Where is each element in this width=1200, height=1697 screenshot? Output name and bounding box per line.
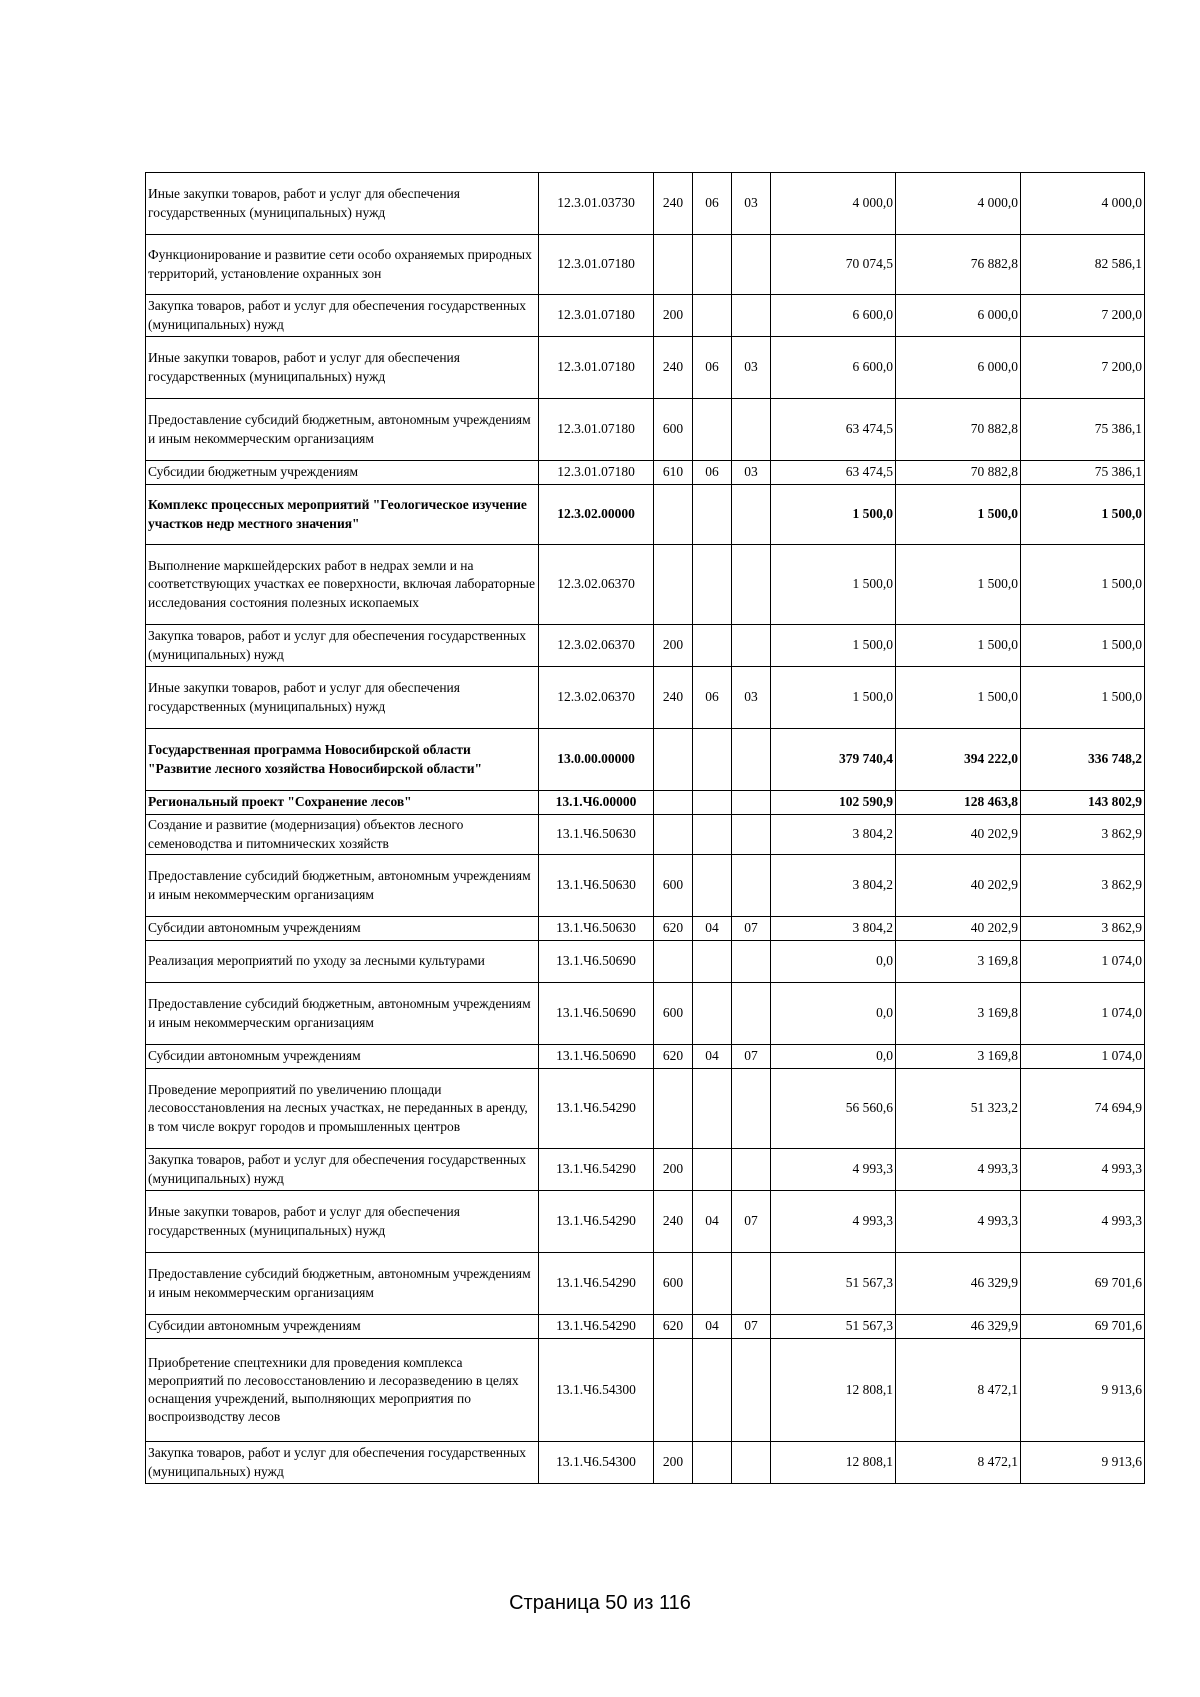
table-row	[146, 173, 1145, 235]
cell-description: Иные закупки товаров, работ и услуг для обеспечения государственных (муниципальных) нужд	[146, 337, 539, 399]
table-row	[146, 461, 1145, 485]
table-row	[146, 667, 1145, 729]
cell-section: 04	[693, 917, 732, 941]
cell-target-article: 13.1.Ч6.54290	[539, 1191, 654, 1253]
cell-section: 04	[693, 1315, 732, 1339]
cell-section	[693, 1339, 732, 1442]
cell-target-article: 12.3.01.07180	[539, 399, 654, 461]
cell-expense-type: 200	[654, 625, 693, 667]
cell-amount-year-2: 6 000,0	[896, 295, 1021, 337]
cell-expense-type	[654, 729, 693, 791]
cell-amount-year-2: 70 882,8	[896, 399, 1021, 461]
cell-amount-year-2: 128 463,8	[896, 791, 1021, 815]
cell-expense-type	[654, 791, 693, 815]
cell-amount-year-2: 3 169,8	[896, 983, 1021, 1045]
cell-expense-type: 620	[654, 1045, 693, 1069]
cell-amount-year-1: 63 474,5	[771, 461, 896, 485]
cell-amount-year-1: 0,0	[771, 941, 896, 983]
cell-target-article: 13.1.Ч6.50630	[539, 855, 654, 917]
cell-section	[693, 1253, 732, 1315]
cell-description: Комплекс процессных мероприятий "Геологическое изучение участков недр местного значения"	[146, 485, 539, 545]
cell-section: 04	[693, 1045, 732, 1069]
cell-expense-type: 620	[654, 1315, 693, 1339]
cell-amount-year-3: 1 074,0	[1021, 941, 1145, 983]
cell-description: Функционирование и развитие сети особо охраняемых природных территорий, установление охранных зон	[146, 235, 539, 295]
cell-amount-year-2: 46 329,9	[896, 1315, 1021, 1339]
cell-target-article: 13.0.00.00000	[539, 729, 654, 791]
cell-amount-year-2: 1 500,0	[896, 667, 1021, 729]
cell-expense-type: 600	[654, 1253, 693, 1315]
cell-amount-year-3: 82 586,1	[1021, 235, 1145, 295]
cell-description: Субсидии автономным учреждениям	[146, 1045, 539, 1069]
cell-target-article: 12.3.02.06370	[539, 667, 654, 729]
cell-description: Приобретение спецтехники для проведения комплекса мероприятий по лесовосстановлению и лесоразведению в целях оснащения учреждений, выполняющих мероприятия по воспроизводству лесов	[146, 1339, 539, 1442]
cell-amount-year-2: 4 000,0	[896, 173, 1021, 235]
cell-section	[693, 1149, 732, 1191]
cell-amount-year-2: 1 500,0	[896, 485, 1021, 545]
table-row	[146, 625, 1145, 667]
cell-description: Субсидии бюджетным учреждениям	[146, 461, 539, 485]
cell-description: Иные закупки товаров, работ и услуг для обеспечения государственных (муниципальных) нужд	[146, 1191, 539, 1253]
cell-amount-year-1: 0,0	[771, 1045, 896, 1069]
cell-subsection	[732, 235, 771, 295]
cell-section	[693, 1442, 732, 1484]
cell-subsection	[732, 625, 771, 667]
cell-description: Региональный проект "Сохранение лесов"	[146, 791, 539, 815]
cell-amount-year-1: 70 074,5	[771, 235, 896, 295]
cell-amount-year-2: 6 000,0	[896, 337, 1021, 399]
cell-amount-year-1: 51 567,3	[771, 1315, 896, 1339]
cell-amount-year-3: 336 748,2	[1021, 729, 1145, 791]
cell-amount-year-1: 1 500,0	[771, 485, 896, 545]
cell-expense-type: 240	[654, 173, 693, 235]
cell-amount-year-3: 9 913,6	[1021, 1442, 1145, 1484]
cell-amount-year-1: 1 500,0	[771, 545, 896, 625]
cell-amount-year-3: 4 993,3	[1021, 1149, 1145, 1191]
cell-subsection: 07	[732, 1191, 771, 1253]
cell-section	[693, 1069, 732, 1149]
cell-target-article: 13.1.Ч6.54290	[539, 1149, 654, 1191]
cell-target-article: 13.1.Ч6.54300	[539, 1339, 654, 1442]
cell-amount-year-1: 4 000,0	[771, 173, 896, 235]
table-row	[146, 941, 1145, 983]
cell-section	[693, 855, 732, 917]
table-row	[146, 295, 1145, 337]
cell-subsection	[732, 545, 771, 625]
table-row	[146, 791, 1145, 815]
cell-amount-year-2: 4 993,3	[896, 1191, 1021, 1253]
cell-subsection	[732, 1339, 771, 1442]
cell-amount-year-1: 63 474,5	[771, 399, 896, 461]
cell-subsection	[732, 1253, 771, 1315]
cell-amount-year-2: 40 202,9	[896, 917, 1021, 941]
cell-subsection: 03	[732, 461, 771, 485]
cell-amount-year-2: 4 993,3	[896, 1149, 1021, 1191]
cell-amount-year-1: 3 804,2	[771, 815, 896, 855]
cell-amount-year-1: 6 600,0	[771, 337, 896, 399]
cell-description: Создание и развитие (модернизация) объектов лесного семеноводства и питомнических хозяйств	[146, 815, 539, 855]
cell-expense-type	[654, 545, 693, 625]
cell-subsection	[732, 485, 771, 545]
cell-target-article: 13.1.Ч6.54290	[539, 1253, 654, 1315]
table-row	[146, 1253, 1145, 1315]
cell-amount-year-1: 4 993,3	[771, 1149, 896, 1191]
cell-target-article: 12.3.01.07180	[539, 337, 654, 399]
cell-target-article: 13.1.Ч6.54290	[539, 1069, 654, 1149]
cell-target-article: 12.3.02.00000	[539, 485, 654, 545]
cell-subsection	[732, 1149, 771, 1191]
cell-description: Предоставление субсидий бюджетным, автономным учреждениям и иным некоммерческим организациям	[146, 1253, 539, 1315]
table-row	[146, 1339, 1145, 1442]
cell-amount-year-3: 69 701,6	[1021, 1253, 1145, 1315]
cell-amount-year-2: 394 222,0	[896, 729, 1021, 791]
table-row	[146, 855, 1145, 917]
cell-subsection	[732, 983, 771, 1045]
cell-description: Проведение мероприятий по увеличению площади лесовосстановления на лесных участках, не переданных в аренду, в том числе вокруг городов и промышленных центров	[146, 1069, 539, 1149]
cell-expense-type	[654, 235, 693, 295]
cell-amount-year-3: 1 074,0	[1021, 983, 1145, 1045]
cell-amount-year-1: 12 808,1	[771, 1339, 896, 1442]
cell-section	[693, 625, 732, 667]
cell-expense-type: 200	[654, 1149, 693, 1191]
cell-subsection: 07	[732, 1315, 771, 1339]
cell-amount-year-3: 143 802,9	[1021, 791, 1145, 815]
table-row	[146, 337, 1145, 399]
cell-expense-type: 240	[654, 337, 693, 399]
cell-subsection: 07	[732, 1045, 771, 1069]
cell-description: Закупка товаров, работ и услуг для обеспечения государственных (муниципальных) нужд	[146, 1149, 539, 1191]
cell-amount-year-3: 69 701,6	[1021, 1315, 1145, 1339]
cell-subsection	[732, 295, 771, 337]
cell-target-article: 12.3.02.06370	[539, 545, 654, 625]
cell-amount-year-1: 102 590,9	[771, 791, 896, 815]
cell-description: Реализация мероприятий по уходу за лесными культурами	[146, 941, 539, 983]
cell-expense-type: 200	[654, 295, 693, 337]
cell-amount-year-3: 3 862,9	[1021, 815, 1145, 855]
table-row	[146, 983, 1145, 1045]
cell-subsection	[732, 1442, 771, 1484]
cell-target-article: 12.3.01.03730	[539, 173, 654, 235]
cell-amount-year-3: 4 993,3	[1021, 1191, 1145, 1253]
cell-description: Иные закупки товаров, работ и услуг для обеспечения государственных (муниципальных) нужд	[146, 173, 539, 235]
table-row	[146, 1149, 1145, 1191]
cell-section	[693, 295, 732, 337]
cell-subsection	[732, 1069, 771, 1149]
cell-expense-type: 200	[654, 1442, 693, 1484]
table-row	[146, 1045, 1145, 1069]
cell-amount-year-1: 51 567,3	[771, 1253, 896, 1315]
cell-subsection	[732, 941, 771, 983]
cell-description: Закупка товаров, работ и услуг для обеспечения государственных (муниципальных) нужд	[146, 1442, 539, 1484]
cell-target-article: 12.3.01.07180	[539, 295, 654, 337]
cell-subsection: 03	[732, 173, 771, 235]
cell-amount-year-2: 51 323,2	[896, 1069, 1021, 1149]
table-row	[146, 485, 1145, 545]
cell-amount-year-2: 3 169,8	[896, 941, 1021, 983]
budget-table	[145, 172, 1145, 1484]
cell-amount-year-3: 74 694,9	[1021, 1069, 1145, 1149]
cell-expense-type	[654, 485, 693, 545]
cell-description: Предоставление субсидий бюджетным, автономным учреждениям и иным некоммерческим организациям	[146, 399, 539, 461]
cell-expense-type: 600	[654, 855, 693, 917]
cell-target-article: 13.1.Ч6.00000	[539, 791, 654, 815]
cell-section: 06	[693, 667, 732, 729]
cell-target-article: 13.1.Ч6.50630	[539, 917, 654, 941]
cell-amount-year-3: 4 000,0	[1021, 173, 1145, 235]
table-row	[146, 399, 1145, 461]
cell-description: Иные закупки товаров, работ и услуг для обеспечения государственных (муниципальных) нужд	[146, 667, 539, 729]
cell-expense-type	[654, 1069, 693, 1149]
cell-expense-type	[654, 941, 693, 983]
cell-subsection: 03	[732, 337, 771, 399]
cell-section	[693, 941, 732, 983]
table-body	[146, 173, 1145, 1484]
cell-section	[693, 485, 732, 545]
cell-amount-year-1: 1 500,0	[771, 625, 896, 667]
table-row	[146, 545, 1145, 625]
cell-amount-year-3: 7 200,0	[1021, 337, 1145, 399]
cell-amount-year-2: 40 202,9	[896, 855, 1021, 917]
cell-description: Выполнение маркшейдерских работ в недрах земли и на соответствующих участках ее поверхности, включая лабораторные исследования состояния полезных ископаемых	[146, 545, 539, 625]
cell-expense-type: 240	[654, 667, 693, 729]
cell-amount-year-2: 1 500,0	[896, 545, 1021, 625]
cell-target-article: 13.1.Ч6.50690	[539, 941, 654, 983]
table-row	[146, 235, 1145, 295]
cell-amount-year-1: 0,0	[771, 983, 896, 1045]
cell-expense-type: 620	[654, 917, 693, 941]
cell-target-article: 13.1.Ч6.54300	[539, 1442, 654, 1484]
cell-amount-year-3: 75 386,1	[1021, 461, 1145, 485]
cell-expense-type: 240	[654, 1191, 693, 1253]
cell-amount-year-1: 12 808,1	[771, 1442, 896, 1484]
cell-target-article: 12.3.02.06370	[539, 625, 654, 667]
cell-description: Государственная программа Новосибирской области "Развитие лесного хозяйства Новосибирской области"	[146, 729, 539, 791]
cell-subsection	[732, 815, 771, 855]
cell-target-article: 13.1.Ч6.50630	[539, 815, 654, 855]
cell-amount-year-1: 6 600,0	[771, 295, 896, 337]
cell-target-article: 13.1.Ч6.54290	[539, 1315, 654, 1339]
cell-amount-year-3: 3 862,9	[1021, 917, 1145, 941]
cell-target-article: 13.1.Ч6.50690	[539, 1045, 654, 1069]
table-row	[146, 815, 1145, 855]
cell-description: Закупка товаров, работ и услуг для обеспечения государственных (муниципальных) нужд	[146, 625, 539, 667]
cell-section	[693, 399, 732, 461]
cell-amount-year-1: 4 993,3	[771, 1191, 896, 1253]
cell-expense-type: 600	[654, 983, 693, 1045]
cell-section: 06	[693, 337, 732, 399]
cell-section	[693, 729, 732, 791]
table-row	[146, 917, 1145, 941]
cell-amount-year-3: 1 500,0	[1021, 667, 1145, 729]
cell-amount-year-1: 379 740,4	[771, 729, 896, 791]
cell-subsection: 03	[732, 667, 771, 729]
cell-amount-year-3: 1 500,0	[1021, 545, 1145, 625]
cell-subsection	[732, 791, 771, 815]
cell-description: Субсидии автономным учреждениям	[146, 917, 539, 941]
cell-section: 04	[693, 1191, 732, 1253]
cell-amount-year-3: 9 913,6	[1021, 1339, 1145, 1442]
table-row	[146, 1069, 1145, 1149]
cell-target-article: 12.3.01.07180	[539, 461, 654, 485]
cell-expense-type	[654, 1339, 693, 1442]
page-number: Страница 50 из 116	[509, 1592, 691, 1614]
cell-amount-year-3: 3 862,9	[1021, 855, 1145, 917]
cell-amount-year-2: 40 202,9	[896, 815, 1021, 855]
cell-amount-year-2: 3 169,8	[896, 1045, 1021, 1069]
cell-section	[693, 791, 732, 815]
cell-description: Закупка товаров, работ и услуг для обеспечения государственных (муниципальных) нужд	[146, 295, 539, 337]
cell-expense-type: 600	[654, 399, 693, 461]
cell-section	[693, 983, 732, 1045]
cell-amount-year-1: 1 500,0	[771, 667, 896, 729]
cell-target-article: 12.3.01.07180	[539, 235, 654, 295]
cell-amount-year-1: 3 804,2	[771, 855, 896, 917]
cell-amount-year-2: 46 329,9	[896, 1253, 1021, 1315]
cell-subsection	[732, 399, 771, 461]
cell-amount-year-3: 75 386,1	[1021, 399, 1145, 461]
cell-subsection: 07	[732, 917, 771, 941]
table-row	[146, 1315, 1145, 1339]
cell-section: 06	[693, 461, 732, 485]
cell-amount-year-1: 56 560,6	[771, 1069, 896, 1149]
cell-description: Субсидии автономным учреждениям	[146, 1315, 539, 1339]
cell-amount-year-3: 1 500,0	[1021, 485, 1145, 545]
cell-subsection	[732, 729, 771, 791]
cell-description: Предоставление субсидий бюджетным, автономным учреждениям и иным некоммерческим организациям	[146, 855, 539, 917]
cell-section: 06	[693, 173, 732, 235]
cell-amount-year-2: 76 882,8	[896, 235, 1021, 295]
cell-target-article: 13.1.Ч6.50690	[539, 983, 654, 1045]
table-row	[146, 1191, 1145, 1253]
cell-amount-year-2: 1 500,0	[896, 625, 1021, 667]
cell-section	[693, 235, 732, 295]
cell-expense-type: 610	[654, 461, 693, 485]
table-row	[146, 1442, 1145, 1484]
cell-amount-year-3: 1 500,0	[1021, 625, 1145, 667]
cell-section	[693, 545, 732, 625]
table-row	[146, 729, 1145, 791]
cell-amount-year-2: 8 472,1	[896, 1442, 1021, 1484]
cell-description: Предоставление субсидий бюджетным, автономным учреждениям и иным некоммерческим организациям	[146, 983, 539, 1045]
cell-section	[693, 815, 732, 855]
cell-amount-year-1: 3 804,2	[771, 917, 896, 941]
cell-amount-year-3: 1 074,0	[1021, 1045, 1145, 1069]
cell-subsection	[732, 855, 771, 917]
cell-expense-type	[654, 815, 693, 855]
cell-amount-year-2: 8 472,1	[896, 1339, 1021, 1442]
cell-amount-year-2: 70 882,8	[896, 461, 1021, 485]
cell-amount-year-3: 7 200,0	[1021, 295, 1145, 337]
